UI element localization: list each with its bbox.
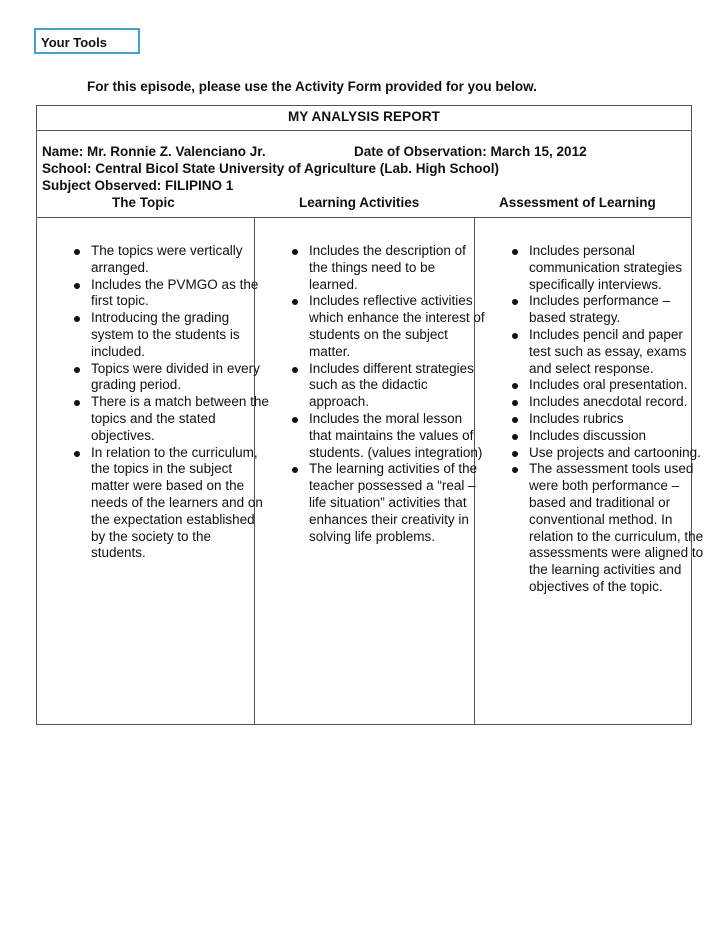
topic-list-item: Topics were divided in every grading period. (91, 361, 269, 395)
activity-list-item: Includes reflective activities which enhance the interest of students on the subject matter. (309, 293, 487, 360)
topic-list-item: In relation to the curriculum, the topics in the subject matter were based on the needs of the learners and on the expectation established by the society to the students. (91, 445, 269, 563)
assessment-list-item: Includes discussion (529, 428, 707, 445)
topic-list-item: Includes the PVMGO as the first topic. (91, 277, 269, 311)
assessment-list-item: Includes performance – based strategy. (529, 293, 707, 327)
subject-observed: Subject Observed: FILIPINO 1 (42, 178, 234, 193)
intro-instruction: For this episode, please use the Activity Form provided for you below. (87, 79, 537, 94)
learning-activities-list (291, 243, 487, 545)
activity-list-item: Includes the moral lesson that maintains the values of students. (values integration) (309, 411, 487, 461)
activity-list-item: The learning activities of the teacher possessed a “real – life situation” activities that enhances their creativity in solving life problems. (309, 461, 487, 545)
column-header-learning-activities: Learning Activities (299, 195, 420, 210)
title-divider (37, 130, 691, 131)
activity-list-item: Includes the description of the things need to be learned. (309, 243, 487, 293)
assessment-list-item: The assessment tools used were both performance – based and traditional or conventional method. In relation to the curriculum, the assessments were aligned to the learning activities and objectives of the topic. (529, 461, 707, 595)
assessment-list-item: Use projects and cartooning. (529, 445, 707, 462)
report-title: MY ANALYSIS REPORT (287, 109, 441, 124)
header-divider (37, 217, 691, 218)
column-header-topic: The Topic (112, 195, 175, 210)
column-header-assessment: Assessment of Learning (499, 195, 656, 210)
observer-name: Name: Mr. Ronnie Z. Valenciano Jr. (42, 144, 266, 159)
school-name: School: Central Bicol State University of Agriculture (Lab. High School) (42, 161, 500, 176)
assessment-list-item: Includes pencil and paper test such as essay, exams and select response. (529, 327, 707, 377)
analysis-report-form (36, 105, 704, 725)
topic-list (73, 243, 269, 562)
observation-date: Date of Observation: March 15, 2012 (354, 144, 587, 159)
assessment-list (511, 243, 707, 596)
topic-list-item: There is a match between the topics and the stated objectives. (91, 394, 269, 443)
assessment-list-item: Includes anecdotal record. (529, 394, 707, 411)
activity-list-item: Includes different strategies such as the didactic approach. (309, 361, 487, 411)
your-tools-box: Your Tools (34, 28, 140, 54)
assessment-list-item: Includes rubrics (529, 411, 707, 428)
topic-list-item: Introducing the grading system to the students is included. (91, 310, 269, 360)
assessment-list-item: Includes personal communication strategies specifically interviews. (529, 243, 707, 293)
topic-list-item: The topics were vertically arranged. (91, 243, 269, 277)
assessment-list-item: Includes oral presentation. (529, 377, 707, 394)
